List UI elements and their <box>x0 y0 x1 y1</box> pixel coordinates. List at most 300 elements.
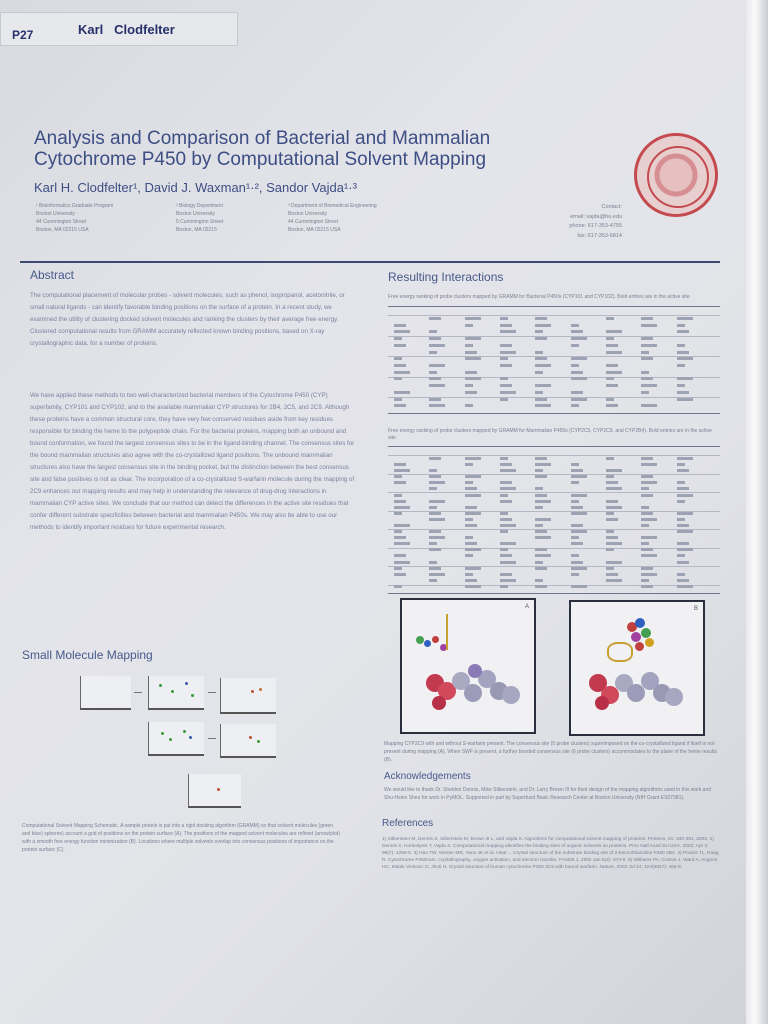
table-cell <box>465 481 473 484</box>
table-cell <box>641 554 657 557</box>
table-cell <box>677 330 689 333</box>
table-cell <box>535 530 547 533</box>
table-cell <box>465 494 481 497</box>
table-cell <box>465 391 477 394</box>
table-cell <box>571 364 579 367</box>
table-cell <box>535 518 551 521</box>
table-cell <box>641 548 653 551</box>
table-cell <box>641 391 649 394</box>
affiliation-3-line-2: Boston University <box>288 211 327 217</box>
affiliation-1 <box>36 202 156 234</box>
table-cell <box>465 542 477 545</box>
table-cell <box>606 364 618 367</box>
table-cell <box>641 324 657 327</box>
table-cell <box>641 536 657 539</box>
poster-number: P27 <box>12 28 34 42</box>
table-2-caption: Free energy ranking of probe clusters mapped by GRAMM for Mammalian P450s (CYP2C5, CYP2C9, and CYP2B4). Bold entries are in the active site. <box>388 428 712 441</box>
table-cell <box>394 512 402 515</box>
table-cell <box>677 398 693 401</box>
table-cell <box>677 554 685 557</box>
table-cell <box>535 536 551 539</box>
table-cell <box>677 457 693 460</box>
small-molecule-heading: Small Molecule Mapping <box>22 648 153 662</box>
table-cell <box>571 536 579 539</box>
table-cell <box>535 506 543 509</box>
table-cell <box>429 371 437 374</box>
table-cell <box>465 487 477 490</box>
table-cell <box>606 337 614 340</box>
affiliation-3-line-3: 44 Cummington Street <box>288 219 339 225</box>
table-cell <box>677 384 685 387</box>
figure-label-b: B <box>693 606 698 612</box>
table-cell <box>606 469 622 472</box>
schematic-panel <box>148 722 204 756</box>
table-cell <box>465 579 477 582</box>
contact-fax: fax: 617-353-6814 <box>577 232 622 239</box>
table-cell <box>606 344 618 347</box>
table-cell <box>677 585 693 588</box>
table-cell <box>535 384 551 387</box>
contact-heading: Contact: <box>601 204 622 210</box>
table-cell <box>429 330 437 333</box>
table-cell <box>500 364 512 367</box>
table-cell <box>677 391 689 394</box>
table-cell <box>571 377 587 380</box>
table-cell <box>465 518 473 521</box>
table-rule <box>388 315 720 316</box>
table-cell <box>571 371 583 374</box>
table-cell <box>394 506 410 509</box>
table-cell <box>429 481 445 484</box>
schematic-caption: Computational Solvent Mapping Schematic. A sample protein is put into a rigid docking algorithm (GRAMM) so that solvent molecules (green and blue) spheres) account a grid of positions on the protein surface (A). The positions of the mapped solvent molecules are refined (arrow/plot) with a smooth free energy function minimization (B). Locations where multiple solvents overlap into consensus positions of importance on the protein surface (C). <box>22 823 340 853</box>
table-rule <box>388 492 720 493</box>
table-cell <box>394 324 406 327</box>
table-cell <box>677 481 685 484</box>
table-cell <box>394 536 406 539</box>
table-cell <box>429 548 441 551</box>
ligand-ring <box>607 642 633 662</box>
table-cell <box>535 561 543 564</box>
table-cell <box>677 377 693 380</box>
header-divider <box>20 261 720 263</box>
table-cell <box>641 542 649 545</box>
table-cell <box>394 475 402 478</box>
table-cell <box>571 344 579 347</box>
table-cell <box>606 530 614 533</box>
table-cell <box>641 344 657 347</box>
table-cell <box>429 567 441 570</box>
table-cell <box>465 351 477 354</box>
table-cell <box>677 469 689 472</box>
table-cell <box>535 391 543 394</box>
table-cell <box>465 337 481 340</box>
table-cell <box>571 357 587 360</box>
table-cell <box>535 337 547 340</box>
table-cell <box>606 457 614 460</box>
table-cell <box>429 573 445 576</box>
table-cell <box>571 542 583 545</box>
table-cell <box>465 404 473 407</box>
table-cell <box>677 317 693 320</box>
table-cell <box>641 384 657 387</box>
table-cell <box>465 475 481 478</box>
figure-caption: Mapping CYP2C9 with and without S-warfarin present. The consensus site (5 probe clusters) superimposed on the co-crystallized ligand if itself is not present during mapping (A). When SWF is present, a further bonded consensus site (6 probe clusters) accommodates to the plane of the heme results (B). <box>384 741 717 763</box>
table-cell <box>535 585 547 588</box>
table-cell <box>465 536 473 539</box>
table-cell <box>606 536 618 539</box>
table-cell <box>429 344 445 347</box>
table-cell <box>394 530 402 533</box>
table-cell <box>641 573 657 576</box>
table-cell <box>535 463 551 466</box>
table-cell <box>429 518 445 521</box>
table-cell <box>500 487 516 490</box>
affiliation-3 <box>288 202 428 234</box>
table-cell <box>571 530 587 533</box>
table-cell <box>535 494 547 497</box>
table-cell <box>535 554 551 557</box>
table-cell <box>394 463 406 466</box>
table-cell <box>429 561 437 564</box>
table-cell <box>535 371 543 374</box>
table-cell <box>606 481 618 484</box>
table-cell <box>677 344 685 347</box>
table-cell <box>429 457 441 460</box>
table-cell <box>571 585 587 588</box>
table-cell <box>641 585 653 588</box>
table-cell <box>641 457 653 460</box>
abstract-paragraph-2: We have applied these methods to two well-characterized bacterial members of the Cytochrome P450 (CYP) superfamily, CYP101 and CYP102, and to the available mammalian CYP structures for 2B4, 2C5, and 2C9. Although these proteins have a common structural core, they have very few conserved residues aside from key residues responsible for binding the heme to the polypeptide chain. For the bacterial proteins, mapping both an unbound and bound conformation, we found the largest consensus sites to be in the ligand-binding channel. The consensus sites for the bound mammalian structures also agree with the co-crystallized ligand positions. The unbound mammalian structures also have the largest consensus site in the binding pocket, but the distinction between the best consensus site and false positives is not as clear. The incorporation of a co-crystallized S-warfarin molecule during the mapping of 2C9 enhances our mapping results and may help in understanding the relevance of drug-drug interactions in mammalian CYP active sites. We conclude that our method can detect the differences in the active site residues that confer different substrate specificities between bacterial and mammalian P450s. We may also be able to use our methods to identify important residues for future experimental research. <box>30 392 355 531</box>
table-cell <box>465 585 481 588</box>
table-cell <box>500 384 512 387</box>
poster-title <box>34 128 594 170</box>
table-cell <box>394 561 410 564</box>
table-cell <box>606 398 614 401</box>
table-cell <box>606 330 622 333</box>
table-cell <box>500 344 512 347</box>
table-cell <box>606 377 614 380</box>
table-cell <box>677 512 693 515</box>
table-cell <box>677 324 685 327</box>
affiliation-2-line-2: Boston University <box>176 211 215 217</box>
table-cell <box>394 567 402 570</box>
title-line-2: Cytochrome P450 by Computational Solvent Mapping <box>34 149 487 170</box>
university-seal-icon <box>634 133 718 217</box>
table-cell <box>677 364 685 367</box>
table-cell <box>571 398 587 401</box>
table-cell <box>535 500 551 503</box>
table-cell <box>429 364 445 367</box>
acknowledgements-text: We would like to thank Dr. Sheldon Dennis, Mike Silberstein, and Dr. Larry Brown III for their design of the mapping algorithms used in this work and Shu-Hsien Sheu for work in PyMOL. Supported in part by Superfund Basic Research Center at Boston University (NIH Grant ES07381). <box>384 787 712 801</box>
table-cell <box>535 579 543 582</box>
table-cell <box>641 524 649 527</box>
table-cell <box>641 579 649 582</box>
affiliation-2-line-4: Boston, MA 02215 <box>176 227 217 233</box>
table-cell <box>465 324 473 327</box>
table-cell <box>641 357 653 360</box>
table-cell <box>677 518 685 521</box>
table-cell <box>500 512 508 515</box>
table-cell <box>500 377 508 380</box>
table-cell <box>429 475 441 478</box>
table-cell <box>429 398 441 401</box>
affiliation-2-line-3: 5 Cummington Street <box>176 219 224 225</box>
table-cell <box>500 554 512 557</box>
table-cell <box>641 512 653 515</box>
table-rule <box>388 356 720 357</box>
table-cell <box>394 391 410 394</box>
table-cell <box>677 530 693 533</box>
table-cell <box>535 457 547 460</box>
table-cell <box>606 404 618 407</box>
table-cell <box>571 475 587 478</box>
table-cell <box>465 357 481 360</box>
table-cell <box>500 524 516 527</box>
table-cell <box>571 567 587 570</box>
table-cell <box>465 371 477 374</box>
table-cell <box>465 554 473 557</box>
table-cell <box>606 512 614 515</box>
table-cell <box>571 524 583 527</box>
author-list: Karl H. Clodfelter¹, David J. Waxman¹·², Sandor Vajda¹·³ <box>34 180 357 195</box>
table-cell <box>535 351 543 354</box>
table-cell <box>429 542 437 545</box>
table-cell <box>535 475 547 478</box>
table-cell <box>571 469 583 472</box>
table-cell <box>677 494 693 497</box>
table-cell <box>429 469 437 472</box>
table-cell <box>571 573 579 576</box>
table-cell <box>394 357 402 360</box>
table-cell <box>394 500 406 503</box>
table-cell <box>500 548 508 551</box>
table-cell <box>500 585 508 588</box>
table-cell <box>465 548 481 551</box>
table-cell <box>535 330 543 333</box>
table-cell <box>641 351 649 354</box>
affiliation-3-line-4: Boston, MA 02215 USA <box>288 227 341 233</box>
table-cell <box>429 512 441 515</box>
table-cell <box>677 561 689 564</box>
table-cell <box>606 351 622 354</box>
schematic-arrow <box>208 738 216 739</box>
figure-panel-a <box>400 598 536 734</box>
affiliation-3-line-1: ³ Department of Biomedical Engineering <box>288 203 377 209</box>
table-cell <box>606 548 614 551</box>
title-line-1: Analysis and Comparison of Bacterial and Mammalian <box>34 128 491 149</box>
table-cell <box>571 324 579 327</box>
table-cell <box>465 344 473 347</box>
table-cell <box>500 494 508 497</box>
table-cell <box>571 481 579 484</box>
table-cell <box>535 487 543 490</box>
table-cell <box>465 567 481 570</box>
table-cell <box>500 463 512 466</box>
table-cell <box>641 494 653 497</box>
table-cell <box>535 548 547 551</box>
table-cell <box>571 554 579 557</box>
schematic-arrow <box>134 692 142 693</box>
table-cell <box>641 463 657 466</box>
table-cell <box>429 579 437 582</box>
table-cell <box>606 518 618 521</box>
table-cell <box>641 404 657 407</box>
table-cell <box>641 475 653 478</box>
table-cell <box>500 351 516 354</box>
table-cell <box>641 371 649 374</box>
bacterial-results-table <box>388 306 720 414</box>
table-cell <box>429 500 445 503</box>
table-cell <box>465 463 473 466</box>
table-cell <box>500 398 508 401</box>
table-cell <box>394 337 402 340</box>
table-cell <box>677 357 693 360</box>
table-cell <box>571 512 587 515</box>
table-cell <box>394 554 406 557</box>
mammalian-results-table <box>388 446 720 594</box>
table-cell <box>465 524 477 527</box>
table-cell <box>394 524 410 527</box>
table-cell <box>465 512 481 515</box>
table-cell <box>677 573 685 576</box>
table-cell <box>606 567 614 570</box>
table-cell <box>500 457 508 460</box>
table-cell <box>641 518 657 521</box>
table-cell <box>429 317 441 320</box>
table-cell <box>571 506 583 509</box>
table-cell <box>677 487 689 490</box>
affiliation-1-line-1: ¹ Bioinformatics Graduate Program <box>36 203 114 209</box>
contact-phone: phone: 617-353-4755 <box>569 223 622 229</box>
table-cell <box>500 391 516 394</box>
table-cell <box>606 475 614 478</box>
table-cell <box>429 530 441 533</box>
table-cell <box>429 377 441 380</box>
table-cell <box>641 317 653 320</box>
affiliation-2-line-1: ² Biology Department <box>176 203 223 209</box>
table-cell <box>571 500 579 503</box>
table-cell <box>535 404 551 407</box>
table-cell <box>394 469 410 472</box>
table-cell <box>394 585 402 588</box>
affiliation-2 <box>176 202 276 234</box>
table-cell <box>394 404 406 407</box>
table-cell <box>500 317 508 320</box>
table-cell <box>500 481 512 484</box>
affiliation-1-line-2: Boston University <box>36 211 75 217</box>
abstract-paragraph-1: The computational placement of molecular probes - solvent molecules, such as phenol, isopropanol, acetonitrile, or small natural ligands - can identify favorable binding positions on the surface of a protein. In a recent study, we examined the utility of clustering docked solvent molecules and ranking the clusters by their average free energy. Clustered computational results from GRAMM accurately reflected known binding positions, based on X-ray crystallographic data, for a number of proteins. <box>30 292 345 347</box>
table-cell <box>465 317 481 320</box>
table-cell <box>606 573 618 576</box>
table-cell <box>500 561 516 564</box>
table-cell <box>429 404 445 407</box>
table-cell <box>677 500 685 503</box>
figure-label-a: A <box>524 604 529 610</box>
table-cell <box>535 364 551 367</box>
affiliation-1-line-3: 44 Cummington Street <box>36 219 87 225</box>
table-cell <box>641 506 649 509</box>
schematic-panel <box>80 676 131 710</box>
table-cell <box>571 391 583 394</box>
table-cell <box>641 487 649 490</box>
table-cell <box>429 351 437 354</box>
table-cell <box>500 469 516 472</box>
table-cell <box>606 506 622 509</box>
presenter-name: Karl Clodfelter <box>78 22 175 37</box>
table-cell <box>429 487 437 490</box>
table-cell <box>500 542 516 545</box>
table-cell <box>535 567 547 570</box>
table-cell <box>677 542 689 545</box>
table-cell <box>535 357 547 360</box>
table-cell <box>429 536 445 539</box>
acknowledgements-heading: Acknowledgements <box>384 771 471 782</box>
schematic-panel <box>188 774 241 808</box>
table-cell <box>394 330 410 333</box>
table-cell <box>571 463 579 466</box>
schematic-panel <box>220 678 276 714</box>
table-cell <box>677 524 689 527</box>
table-cell <box>429 384 445 387</box>
table-cell <box>535 469 543 472</box>
table-cell <box>571 561 583 564</box>
table-cell <box>606 542 622 545</box>
table-cell <box>500 357 508 360</box>
table-cell <box>535 324 551 327</box>
contact-email: email: vajda@bu.edu <box>570 213 622 220</box>
table-cell <box>465 506 477 509</box>
table-cell <box>500 530 508 533</box>
table-rule <box>388 455 720 456</box>
table-1-caption: Free energy ranking of probe clusters mapped by GRAMM for Bacterial P450s (CYP101 and CYP102). Bold entries are in the active site. <box>388 294 691 300</box>
table-cell <box>535 317 547 320</box>
table-cell <box>641 481 657 484</box>
table-cell <box>641 337 653 340</box>
resulting-interactions-heading: Resulting Interactions <box>388 270 504 284</box>
table-cell <box>394 371 410 374</box>
table-rule <box>388 585 720 586</box>
wall-edge <box>746 0 768 1024</box>
table-cell <box>394 542 410 545</box>
table-cell <box>606 384 618 387</box>
table-cell <box>641 377 653 380</box>
table-cell <box>500 518 512 521</box>
schematic-panel <box>220 724 276 758</box>
table-cell <box>394 377 402 380</box>
table-cell <box>571 494 587 497</box>
table-cell <box>535 524 543 527</box>
table-cell <box>394 494 402 497</box>
table-cell <box>606 371 622 374</box>
table-cell <box>465 377 481 380</box>
table-cell <box>606 487 622 490</box>
table-cell <box>571 404 579 407</box>
table-cell <box>394 573 406 576</box>
table-cell <box>500 330 516 333</box>
table-cell <box>500 573 512 576</box>
table-cell <box>606 579 622 582</box>
table-cell <box>606 500 618 503</box>
table-cell <box>677 548 693 551</box>
abstract-heading: Abstract <box>30 268 75 282</box>
table-cell <box>465 457 481 460</box>
references-text: 1) Silberstein M, Dennis S, Silberstein M, Brown III L, and Vajda S. Algorithms for computational solvent mapping of proteins. Proteins, 51: 340-351, 2003. 2) Dennis S, Kortvelyesi T, Vajda S. Computational mapping identifies the binding sites of organic solvents on proteins. Proc Natl Acad Sci USA, 2002, Apr 2; 99(7): 4290-5. 3) Hao TW, Wester MR, Yano JK et al. Heat ... Crystal structure of the substrate binding site of 2-benzothiazoline P450 2B4. 4) Poulos TL, Raag R. Cytochrome P450cam: crystallography, oxygen activation, and electron transfer. FASEB J, 1992 Jan 6(2): 674-9. 5) Williams PA, Cosme J, Ward A, Angove HC, Matak Vinkovic D, Jhoti H. Crystal structure of human cytochrome P450 2C9 with bound warfarin. Nature, 2003 Jul 24; 424(6947): 464-8. <box>382 837 719 870</box>
table-cell <box>606 561 622 564</box>
table-cell <box>606 317 614 320</box>
contact-block <box>540 203 622 241</box>
table-cell <box>500 500 512 503</box>
ligand-stick <box>446 614 448 650</box>
